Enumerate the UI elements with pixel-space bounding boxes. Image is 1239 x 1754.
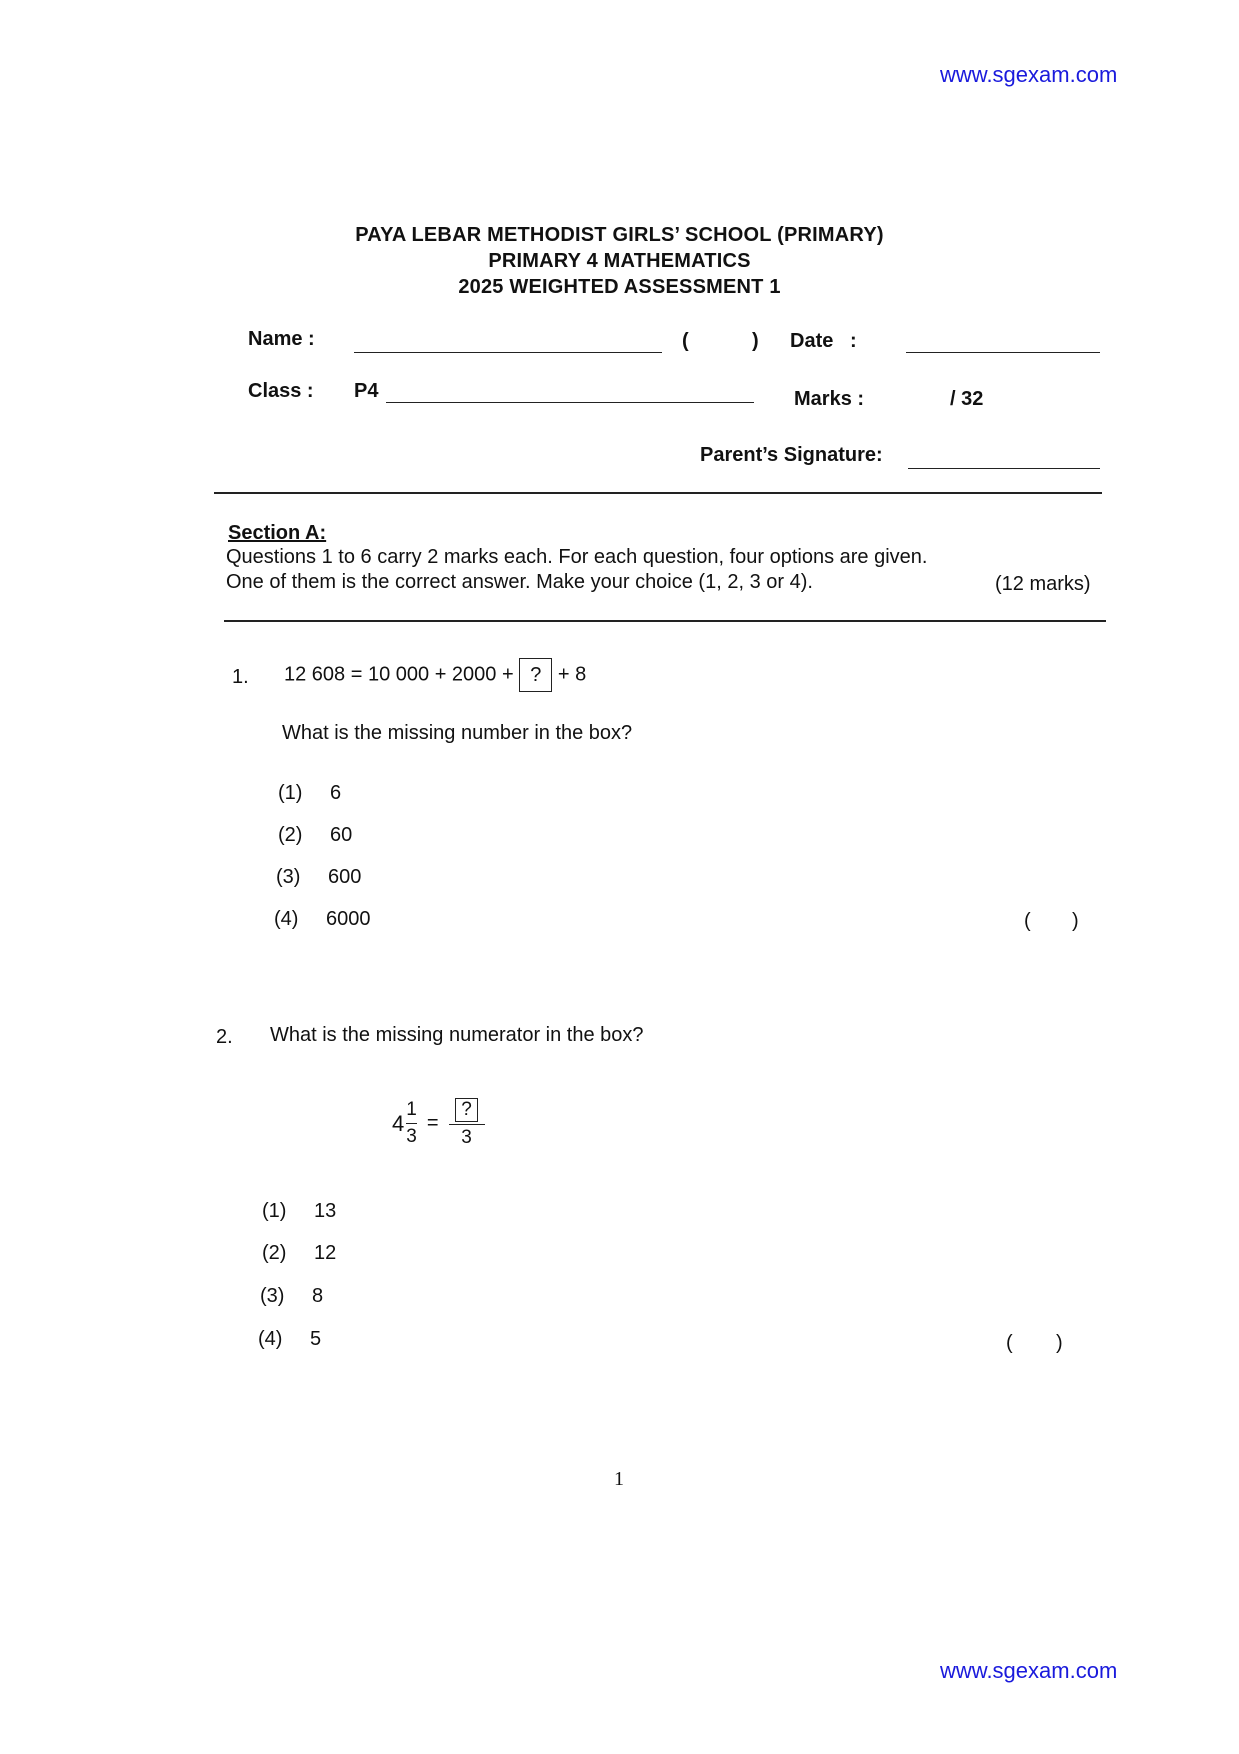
fraction-bar	[406, 1123, 417, 1124]
name-label: Name :	[248, 328, 315, 350]
marks-label: Marks :	[794, 388, 865, 410]
option-number: (4)	[274, 908, 299, 930]
option-number: (3)	[260, 1285, 285, 1307]
option-value: 6000	[326, 908, 371, 930]
option-number: (2)	[262, 1242, 287, 1264]
option-number: (4)	[258, 1328, 283, 1350]
question-2-answer-slot[interactable]	[1018, 1328, 1052, 1356]
question-1-equation	[284, 658, 586, 692]
question-2-equals: =	[426, 1112, 439, 1134]
page-number: 1	[614, 1468, 624, 1490]
assessment-title: 2025 WEIGHTED ASSESSMENT 1	[458, 276, 781, 298]
fraction-bar	[449, 1124, 485, 1125]
option-value: 600	[328, 866, 362, 888]
header-divider	[214, 492, 1102, 494]
watermark-bottom: www.sgexam.com	[940, 1658, 1118, 1683]
question-1-answer-paren-open: (	[1024, 910, 1031, 932]
question-2-missing-box: ?	[455, 1098, 478, 1122]
section-instructions-1: Questions 1 to 6 carry 2 marks each. For each question, four options are given.	[226, 546, 928, 568]
date-label: Date :	[790, 330, 857, 352]
question-1-option-3[interactable]	[276, 866, 361, 889]
question-2-answer-paren-open: (	[1006, 1332, 1013, 1354]
question-2-answer-paren-close: )	[1056, 1332, 1063, 1354]
option-value: 13	[314, 1200, 337, 1222]
question-1-prompt: What is the missing number in the box?	[282, 722, 633, 744]
question-2-option-3[interactable]	[260, 1285, 323, 1308]
question-2-option-1[interactable]	[262, 1200, 336, 1223]
option-value: 12	[314, 1242, 337, 1264]
option-value: 8	[312, 1285, 324, 1307]
date-field[interactable]	[906, 352, 1100, 353]
signature-field[interactable]	[908, 468, 1100, 469]
option-number: (3)	[276, 866, 301, 888]
option-number: (2)	[278, 824, 303, 846]
school-title: PAYA LEBAR METHODIST GIRLS’ SCHOOL (PRIMARY)	[355, 224, 884, 246]
option-value: 6	[330, 782, 342, 804]
class-field[interactable]	[386, 402, 754, 403]
marks-value: / 32	[950, 388, 984, 410]
section-divider	[224, 620, 1106, 622]
question-1-equation-left: 12 608 = 10 000 + 2000 +	[284, 663, 514, 686]
option-value: 60	[330, 824, 353, 846]
question-1-equation-right: + 8	[557, 663, 587, 686]
section-title: Section A:	[228, 522, 327, 544]
question-2-equation	[392, 1098, 485, 1149]
option-number: (1)	[278, 782, 303, 804]
watermark-top: www.sgexam.com	[940, 62, 1118, 87]
question-1-missing-box: ?	[519, 658, 552, 692]
question-2-option-4[interactable]	[258, 1328, 321, 1351]
index-paren-close: )	[752, 330, 759, 352]
option-value: 5	[310, 1328, 322, 1350]
class-value: P4	[354, 380, 379, 402]
option-number: (1)	[262, 1200, 287, 1222]
question-1-answer-paren-close: )	[1072, 910, 1079, 932]
question-2-denominator: 3	[406, 1126, 417, 1147]
question-2-numerator: 1	[406, 1099, 417, 1120]
index-paren-open: (	[682, 330, 689, 352]
class-label: Class :	[248, 380, 314, 402]
question-1-number: 1.	[232, 666, 249, 688]
signature-label: Parent’s Signature:	[700, 444, 883, 466]
section-marks: (12 marks)	[995, 573, 1091, 595]
question-2-mixed-fraction	[406, 1099, 417, 1148]
question-1-option-1[interactable]	[278, 782, 341, 805]
question-1-answer-slot[interactable]	[1036, 906, 1068, 934]
name-field[interactable]	[354, 352, 662, 353]
question-2-result-fraction	[449, 1098, 485, 1149]
question-1-option-4[interactable]	[274, 908, 371, 931]
section-instructions-2: One of them is the correct answer. Make your choice (1, 2, 3 or 4).	[226, 571, 813, 593]
question-2-rhs-denominator: 3	[461, 1127, 472, 1148]
question-1-option-2[interactable]	[278, 824, 352, 847]
question-2-number: 2.	[216, 1026, 233, 1048]
question-2-whole-number: 4	[392, 1110, 405, 1136]
subject-title: PRIMARY 4 MATHEMATICS	[488, 250, 751, 272]
question-2-prompt: What is the missing numerator in the box?	[270, 1024, 644, 1046]
question-2-option-2[interactable]	[262, 1242, 336, 1265]
